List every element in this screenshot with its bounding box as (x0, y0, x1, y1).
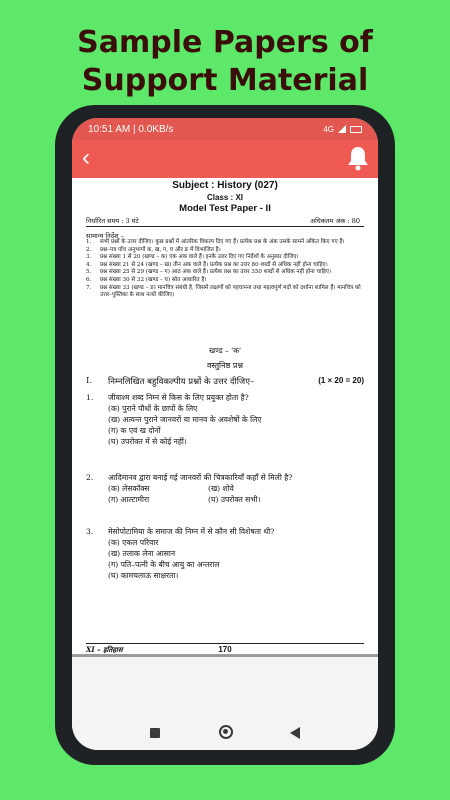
question-number: 1. (86, 393, 94, 402)
instruction-number: 4. (86, 261, 92, 268)
instruction-number: 3. (86, 254, 92, 261)
paper-footer-label: XI – इतिहास (86, 645, 123, 654)
question-number: 2. (86, 473, 94, 482)
recents-icon[interactable] (150, 728, 160, 738)
back-arrow-icon[interactable]: ‹ (82, 144, 90, 171)
instruction-item (86, 269, 364, 277)
main-question-number: I. (86, 376, 93, 386)
instruction-text: प्रश्न संख्या 1 से 20 (खण्ड – क) एक अंक वाले हैं। इनके उत्तर दिए गए निर्देशों के अनुसार दीजिए। (100, 254, 299, 261)
option: (ख) शोवे (208, 484, 234, 493)
page-separator (72, 654, 378, 657)
option: (क) एकल परिवार (108, 538, 159, 547)
paper-subject: Subject : History (027) (172, 180, 278, 191)
option: (घ) उपरोक्त में से कोई नहीं। (108, 437, 187, 446)
instruction-number: 2. (86, 246, 92, 253)
option: (घ) उपरोक्त सभी। (208, 495, 261, 504)
option: (ग) आल्टामीरा (108, 495, 150, 504)
page-number: 170 (218, 645, 232, 654)
option: (ख) तलाक लेना आसान (108, 549, 176, 558)
question-2 (86, 472, 364, 505)
question-text: जीवाश्म शब्द निम्न से किस के लिए प्रयुक्त होता है? (108, 393, 249, 402)
paper-time: निर्धारित समय : 3 घंटे (86, 217, 139, 225)
question-1 (86, 392, 364, 447)
promo-headline (0, 24, 450, 100)
app-bar (72, 140, 378, 178)
promo-headline-line2: Support Material (81, 63, 369, 98)
signal-icon (338, 125, 346, 133)
instructions-title: सामान्य निर्देश – (86, 232, 124, 240)
instruction-item (86, 239, 364, 247)
instruction-text: प्रश्न–पत्र पाँच अनुभागों क, ख, ग, घ और ङ में विभाजित है। (100, 246, 221, 253)
paper-class: Class : XI (206, 193, 243, 202)
instruction-text: सभी प्रश्नों के उत्तर दीजिए। कुछ प्रश्नों में आंतरिक विकल्प दिए गए हैं। प्रत्येक प्रश्न के अंक उसके सामने अंकित किए गए हैं। (100, 239, 345, 245)
instruction-number: 1. (86, 239, 92, 245)
instruction-text: प्रश्न संख्या 33 (खण्ड – ङ) मानचित्र संबंधी है, जिसमें लक्षणों को पहचानना तथा महत्वपूर्ण मदों को दर्शाना शामिल हैं। मानचित्र को उत्तर–पुस्तिका के साथ नत्थी कीजिए। (100, 284, 361, 299)
sample-paper-page (86, 180, 364, 655)
instruction-item (86, 254, 364, 262)
home-icon[interactable] (219, 725, 233, 739)
network-label: 4G (323, 124, 334, 134)
question-text: आदिमानव द्वारा बनाई गई जानवरों की चित्रकारियाँ कहाँ से मिली है? (108, 473, 293, 482)
section-subtitle: वस्तुनिष्ठ प्रश्न (206, 361, 244, 370)
instruction-number: 7. (86, 284, 92, 291)
option: (घ) कामचलाऊ साक्षरता। (108, 571, 179, 580)
system-nav-bar (72, 718, 378, 746)
footer-divider (86, 643, 364, 644)
status-icons (323, 125, 362, 134)
option: (ग) पति–पत्नी के बीच आयु का अन्तराल (108, 560, 220, 569)
paper-max-marks: अधिकतम अंक : 80 (310, 217, 360, 225)
notification-bell-icon[interactable] (346, 145, 370, 171)
paper-title: Model Test Paper - II (179, 203, 271, 214)
option: (क) लेसकॉक्स (108, 484, 150, 493)
main-question (86, 376, 364, 387)
option: (क) पुराने पौधों के छापों के लिए (108, 404, 198, 413)
main-question-text: निम्नलिखित बहुविकल्पीय प्रश्नों के उत्तर दीजिए– (108, 377, 255, 387)
status-bar (72, 118, 378, 140)
instruction-number: 5. (86, 269, 92, 276)
divider (86, 226, 364, 227)
option: (ख) अत्यन्त पुराने जानवरों या मानव के अवशेषों के लिए (108, 415, 262, 424)
instruction-text: प्रश्न संख्या 30 से 32 (खण्ड – घ) स्रोत आधारित है। (100, 276, 207, 283)
main-question-marks: (1 × 20 = 20) (318, 376, 364, 385)
question-number: 3. (86, 527, 94, 536)
instructions-list (86, 239, 364, 300)
question-text: मेसोपोटामिया के समाज की निम्न में से कौन सी विशेषता थी? (108, 527, 275, 536)
promo-headline-line1: Sample Papers of (77, 25, 373, 60)
question-3 (86, 526, 364, 581)
instruction-text: प्रश्न संख्या 25 से 29 (खण्ड – ग) आठ अंक वाले हैं। प्रत्येक प्रश्न का उत्तर 350 शब्दों से अधिक नहीं होना चाहिए। (100, 269, 332, 276)
instruction-number: 6. (86, 276, 92, 283)
section-title: खण्ड – 'क' (208, 346, 242, 355)
instruction-item (86, 285, 364, 300)
instruction-item (86, 277, 364, 285)
option: (ग) क एवं ख दोनों (108, 426, 161, 435)
status-time-speed: 10:51 AM | 0.0KB/s (88, 123, 174, 135)
phone-screen (72, 118, 378, 750)
instruction-text: प्रश्न संख्या 21 से 24 (खण्ड – ख) तीन अंक वाले हैं। प्रत्येक प्रश्न का उत्तर 80 शब्दों से अधिक नहीं होना चाहिए। (100, 261, 328, 268)
nav-back-icon[interactable] (290, 727, 300, 739)
battery-icon (350, 126, 362, 133)
